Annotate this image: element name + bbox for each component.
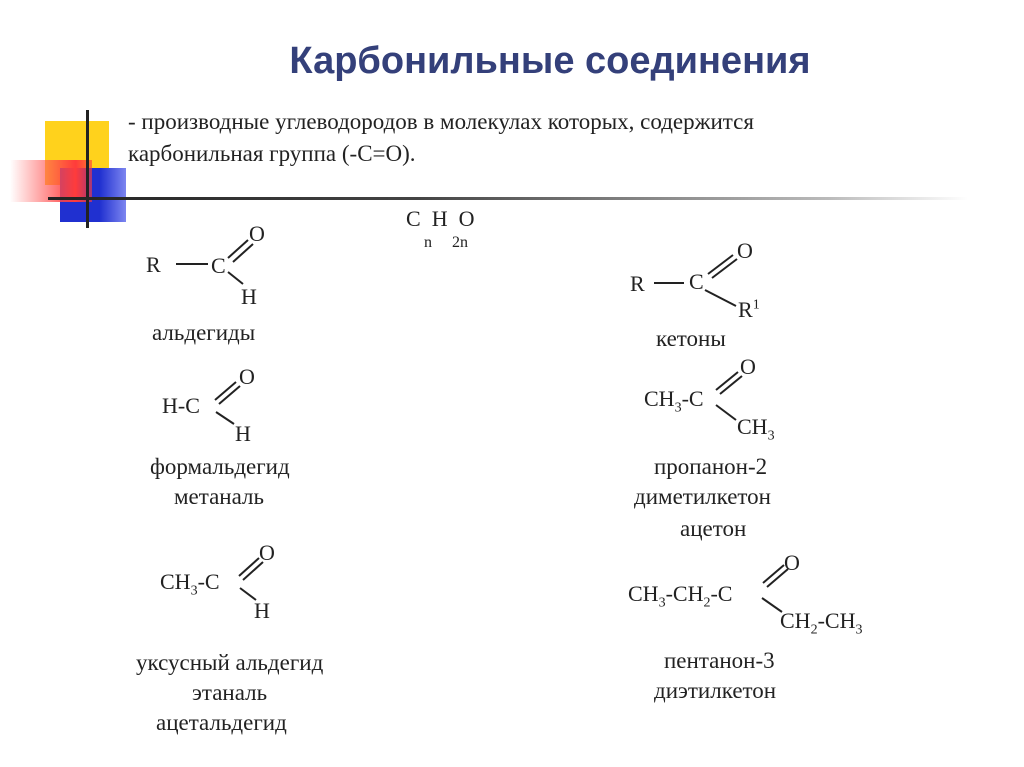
label-ketones: кетоны <box>656 326 726 351</box>
ket-r1 <box>738 297 760 323</box>
propanone-left <box>644 386 704 416</box>
ald-h: H <box>241 284 257 309</box>
pentanone-ch: CH <box>628 581 659 606</box>
propanone-ch-b: CH <box>737 414 768 439</box>
pentanone-sub-2-b: 2 <box>810 622 818 638</box>
pentanone-ch2: -CH <box>665 581 704 606</box>
propanone-o: O <box>740 354 756 379</box>
acetaldehyde-o: O <box>259 540 275 565</box>
acetaldehyde-sub-3: 3 <box>190 583 198 599</box>
propanone-ch: CH <box>644 386 675 411</box>
acetaldehyde-name-1: уксусный альдегид <box>136 650 324 675</box>
ald-o: O <box>249 221 265 246</box>
pentanone-sub-3-c: 3 <box>855 622 863 638</box>
formula-sub-n: n <box>424 234 432 251</box>
formula-o: O <box>458 206 475 231</box>
formula-c: C <box>406 206 421 231</box>
propanone-sub-3: 3 <box>674 400 682 416</box>
ket-r1-letter: R <box>738 297 753 322</box>
ald-r: R <box>146 252 161 277</box>
pentanone-o: O <box>784 550 800 575</box>
formaldehyde-name-2: метаналь <box>174 484 264 509</box>
acetaldehyde-formula <box>160 569 220 599</box>
pentanone-sub-2: 2 <box>703 595 711 611</box>
acetaldehyde-name-2: этаналь <box>192 680 268 705</box>
ket-c: C <box>689 269 704 294</box>
acetaldehyde-name-3: ацетальдегид <box>156 710 287 735</box>
definition-line-1: - производные углеводородов в молекулах которых, содержится <box>128 109 754 134</box>
propanone-sub-3-b: 3 <box>767 428 775 444</box>
propanone-name-2: диметилкетон <box>634 484 771 509</box>
formaldehyde-name-1: формальдегид <box>150 454 290 479</box>
ald-c: C <box>211 253 226 278</box>
formula-sub-2n: 2n <box>452 234 468 251</box>
acetaldehyde-ch: CH <box>160 569 191 594</box>
ket-r: R <box>630 271 645 296</box>
pentanone-sub-3: 3 <box>658 595 666 611</box>
propanone-c: -C <box>681 386 704 411</box>
pentanone-right <box>780 608 862 638</box>
pentanone-name-1: пентанон-3 <box>664 648 775 673</box>
pentanone-left <box>628 581 732 611</box>
pentanone-ch-c: -CH <box>817 608 856 633</box>
ket-r1-sup: 1 <box>752 297 760 313</box>
acetaldehyde-c: -C <box>197 569 220 594</box>
formula-h: H <box>431 206 448 231</box>
page-title: Карбонильные соединения <box>289 40 811 82</box>
propanone-right <box>737 414 775 444</box>
formaldehyde-o: O <box>239 364 255 389</box>
label-aldehydes: альдегиды <box>152 320 256 345</box>
definition-line-2: карбонильная группа (-C=O). <box>128 141 416 166</box>
propanone-name-3: ацетон <box>680 516 747 541</box>
pentanone-ch-b: CH <box>780 608 811 633</box>
ket-o: O <box>737 238 753 263</box>
propanone-name-1: пропанон-2 <box>654 454 768 479</box>
acetaldehyde-h: H <box>254 598 270 623</box>
pentanone-c: -C <box>710 581 733 606</box>
pentanone-name-2: диэтилкетон <box>654 678 777 703</box>
formaldehyde-h: H <box>235 421 251 446</box>
formaldehyde-hc: H-C <box>162 393 200 418</box>
